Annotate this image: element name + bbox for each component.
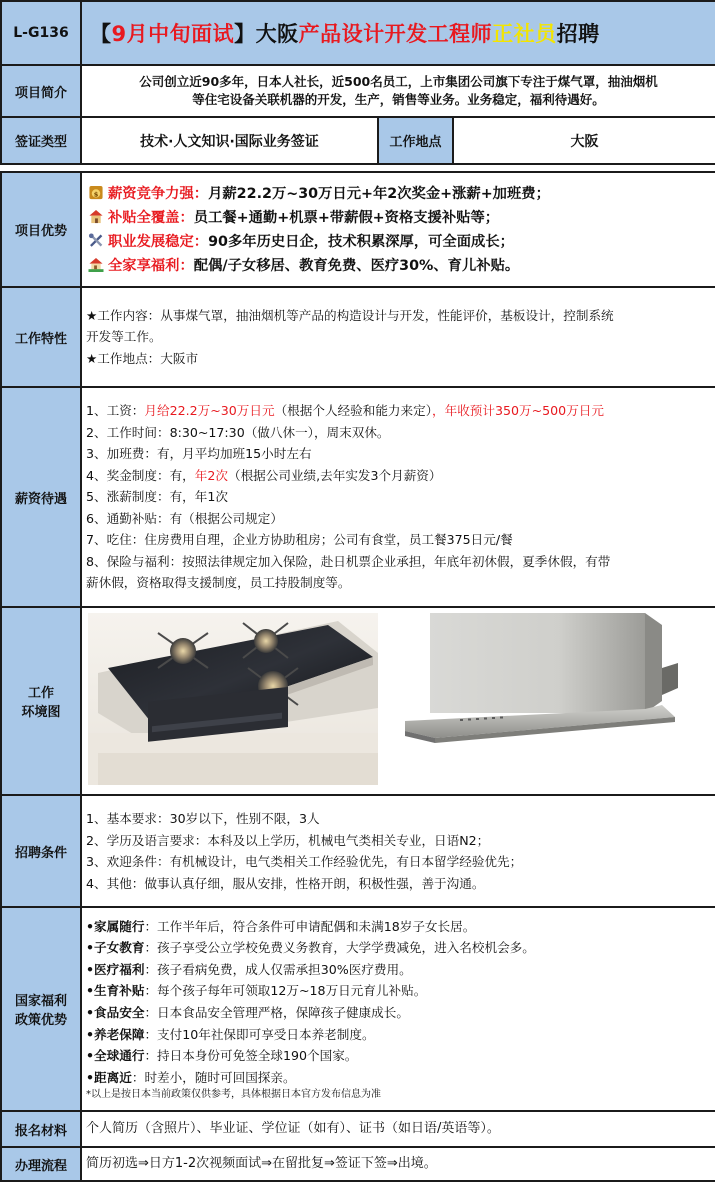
policy-item: [86, 916, 711, 938]
policy-text: ：支付10年社保即可享受日本养老制度。: [144, 1026, 375, 1042]
policy-key: •生育补贴: [86, 983, 145, 999]
policy-key: •子女教育: [86, 940, 145, 956]
policy-text: ：孩子享受公立学校免费义务教育，大学学费减免，进入名校机会多。: [144, 940, 535, 956]
intro-line: 公司创立近90多年，日本人社长，近500名员工，上市集团公司旗下专注于煤气罩，抽油烟机: [139, 74, 658, 89]
money-bag-icon: [88, 185, 104, 200]
title-city: 】大阪: [234, 22, 299, 46]
advantages-list: [81, 172, 715, 287]
policy-key: •距离近: [86, 1069, 132, 1085]
materials-text: 个人简历（含照片）、毕业证、学位证（如有）、证书（如日语/英语等）。: [81, 1111, 715, 1147]
job-line: ★工作地点：大阪市: [86, 350, 199, 366]
policy-text: ：孩子看病免费，成人仅需承担30%医疗费用。: [144, 961, 412, 977]
advantage-item: [88, 230, 709, 254]
house-icon: [88, 209, 104, 224]
intro-text: [81, 65, 715, 117]
salary-line: 3、加班费：有，月平均加班15小时左右: [86, 446, 312, 462]
environment-label-line: 环境图: [21, 705, 61, 720]
gas-stove-photo: [88, 613, 378, 785]
intro-label: 项目简介: [1, 65, 81, 117]
job-content: [81, 287, 715, 387]
policy-key: •食品安全: [86, 1005, 145, 1020]
location-value: 大阪: [453, 117, 715, 164]
svg-text:$: $: [93, 189, 99, 198]
policy-label-line: 国家福利: [14, 994, 67, 1009]
salary-text: 1、工资：: [86, 403, 145, 419]
policy-key: •医疗福利: [86, 961, 145, 977]
advantage-key: 职业发展稳定：: [108, 233, 209, 250]
salary-line: [86, 465, 711, 487]
title-recruit: 招聘: [556, 22, 600, 46]
advantage-key: 薪资竞争力强：: [108, 185, 209, 202]
policy-text: ：工作半年后，符合条件可申请配偶和未满18岁子女长居。: [144, 918, 476, 934]
monthly-salary: 月给22.2万~30万日元: [144, 403, 275, 419]
bonus-count: 年2次: [194, 467, 228, 483]
policy-text: ：时差小，随时可回国探亲。: [131, 1069, 296, 1085]
policy-key: •家属随行: [86, 918, 145, 934]
salary-line: 2、工作时间：8:30~17:30（做八休一），周末双休。: [86, 424, 390, 440]
policy-item: [86, 1002, 711, 1024]
environment-label: [1, 607, 81, 795]
visa-value: 技术·人文知识·国际业务签证: [81, 117, 378, 164]
policy-key: •养老保障: [86, 1026, 145, 1042]
policy-text: ：持日本身份可免签全球190个国家。: [144, 1048, 358, 1064]
policy-item: [86, 1045, 711, 1067]
requirement-item: 3、欢迎条件：有机械设计，电气类相关工作经验优先，有日本留学经验优先；: [86, 854, 523, 869]
policy-item: [86, 937, 711, 959]
title-bracket-open: 【: [90, 22, 112, 46]
salary-line: [86, 400, 711, 422]
advantage-text: 月薪22.2万~30万日元+年2次奖金+涨薪+加班费；: [208, 185, 550, 202]
policy-item: [86, 1024, 711, 1046]
policy-key: •全球通行: [86, 1048, 145, 1064]
materials-label: 报名材料: [1, 1111, 81, 1147]
requirements-content: [81, 795, 715, 907]
salary-line: 7、吃住：住房费用自理，企业方协助租房；公司有食堂，员工餐375日元/餐: [86, 532, 513, 548]
policy-item: [86, 980, 711, 1002]
advantage-key: 全家享福利：: [108, 257, 194, 274]
title-position: 产品设计开发工程师: [298, 22, 493, 46]
job-code: L-G136: [1, 1, 81, 65]
requirement-item: 2、学历及语言要求：本科及以上学历，机械电气类相关专业，日语N2；: [86, 832, 490, 848]
advantage-text: 配偶/子女移居、教育免费、医疗30%、育儿补贴。: [193, 257, 520, 274]
salary-line: 8、保险与福利：按照法律规定加入保险，赴日机票企业承担，年底年初休假，夏季休假，有带: [86, 553, 611, 569]
title-interview-date: 9月中旬面试: [111, 22, 235, 46]
policy-content: [81, 907, 715, 1111]
process-text: 简历初选⇒日方1-2次视频面试⇒在留批复⇒签证下签⇒出境。: [81, 1147, 715, 1181]
salary-text: 4、奖金制度：有，: [86, 467, 195, 483]
salary-label: 薪资待遇: [1, 387, 81, 607]
range-hood-photo: [400, 613, 685, 785]
visa-label: 签证类型: [1, 117, 81, 164]
advantage-key: 补贴全覆盖：: [108, 209, 194, 226]
page-title: [81, 1, 715, 65]
advantage-text: 90多年历史日企，技术积累深厚，可全面成长；: [208, 233, 514, 250]
advantage-item: [88, 206, 709, 230]
job-line: 开发等工作。: [86, 329, 162, 345]
policy-item: [86, 959, 711, 981]
details-table: [0, 171, 715, 1182]
environment-images: [81, 607, 715, 795]
intro-line: 等住宅设备关联机器的开发，生产，销售等业务。业务稳定，福利待遇好。: [192, 92, 605, 107]
salary-content: [81, 387, 715, 607]
job-line: ★工作内容：从事煤气罩，抽油烟机等产品的构造设计与开发，性能评价，基板设计，控制系统: [86, 307, 614, 323]
policy-label: [1, 907, 81, 1111]
environment-label-line: 工作: [27, 686, 54, 701]
requirements-label: 招聘条件: [1, 795, 81, 907]
title-employment-type: 正社员: [492, 22, 557, 46]
annual-salary: ，年收预计350万~500万日元: [432, 403, 604, 419]
advantage-text: 员工餐+通勤+机票+带薪假+资格支援补贴等；: [193, 209, 500, 226]
policy-text: ：每个孩子每年可领取12万~18万日元育儿补贴。: [144, 983, 427, 999]
advantage-item: [88, 254, 709, 278]
policy-text: ：日本食品安全管理严格，保障孩子健康成长。: [144, 1005, 409, 1020]
advantages-label: 项目优势: [1, 172, 81, 287]
header-table: [0, 0, 715, 165]
tools-icon: [88, 233, 104, 248]
policy-note: *以上是按日本当前政策仅供参考，具体根据日本官方发布信息为准: [86, 1089, 381, 1101]
location-label: 工作地点: [378, 117, 453, 164]
salary-line: 6、通勤补贴：有（根据公司规定）: [86, 510, 283, 526]
policy-item: [86, 1067, 711, 1089]
advantage-item: [88, 182, 709, 206]
process-label: 办理流程: [1, 1147, 81, 1181]
policy-label-line: 政策优势: [14, 1013, 67, 1028]
job-label: 工作特性: [1, 287, 81, 387]
salary-line: 薪休假，资格取得支援制度，员工持股制度等。: [86, 575, 351, 591]
salary-text: （根据个人经验和能力来定）: [274, 403, 432, 419]
salary-line: 5、涨薪制度：有，年1次: [86, 489, 228, 505]
requirement-item: 4、其他：做事认真仔细，服从安排，性格开朗，积极性强，善于沟通。: [86, 875, 485, 891]
home-garden-icon: [88, 257, 104, 272]
salary-text: （根据公司业绩,去年实发3个月薪资）: [227, 467, 442, 483]
requirement-item: 1、基本要求：30岁以下，性别不限，3人: [86, 811, 320, 826]
